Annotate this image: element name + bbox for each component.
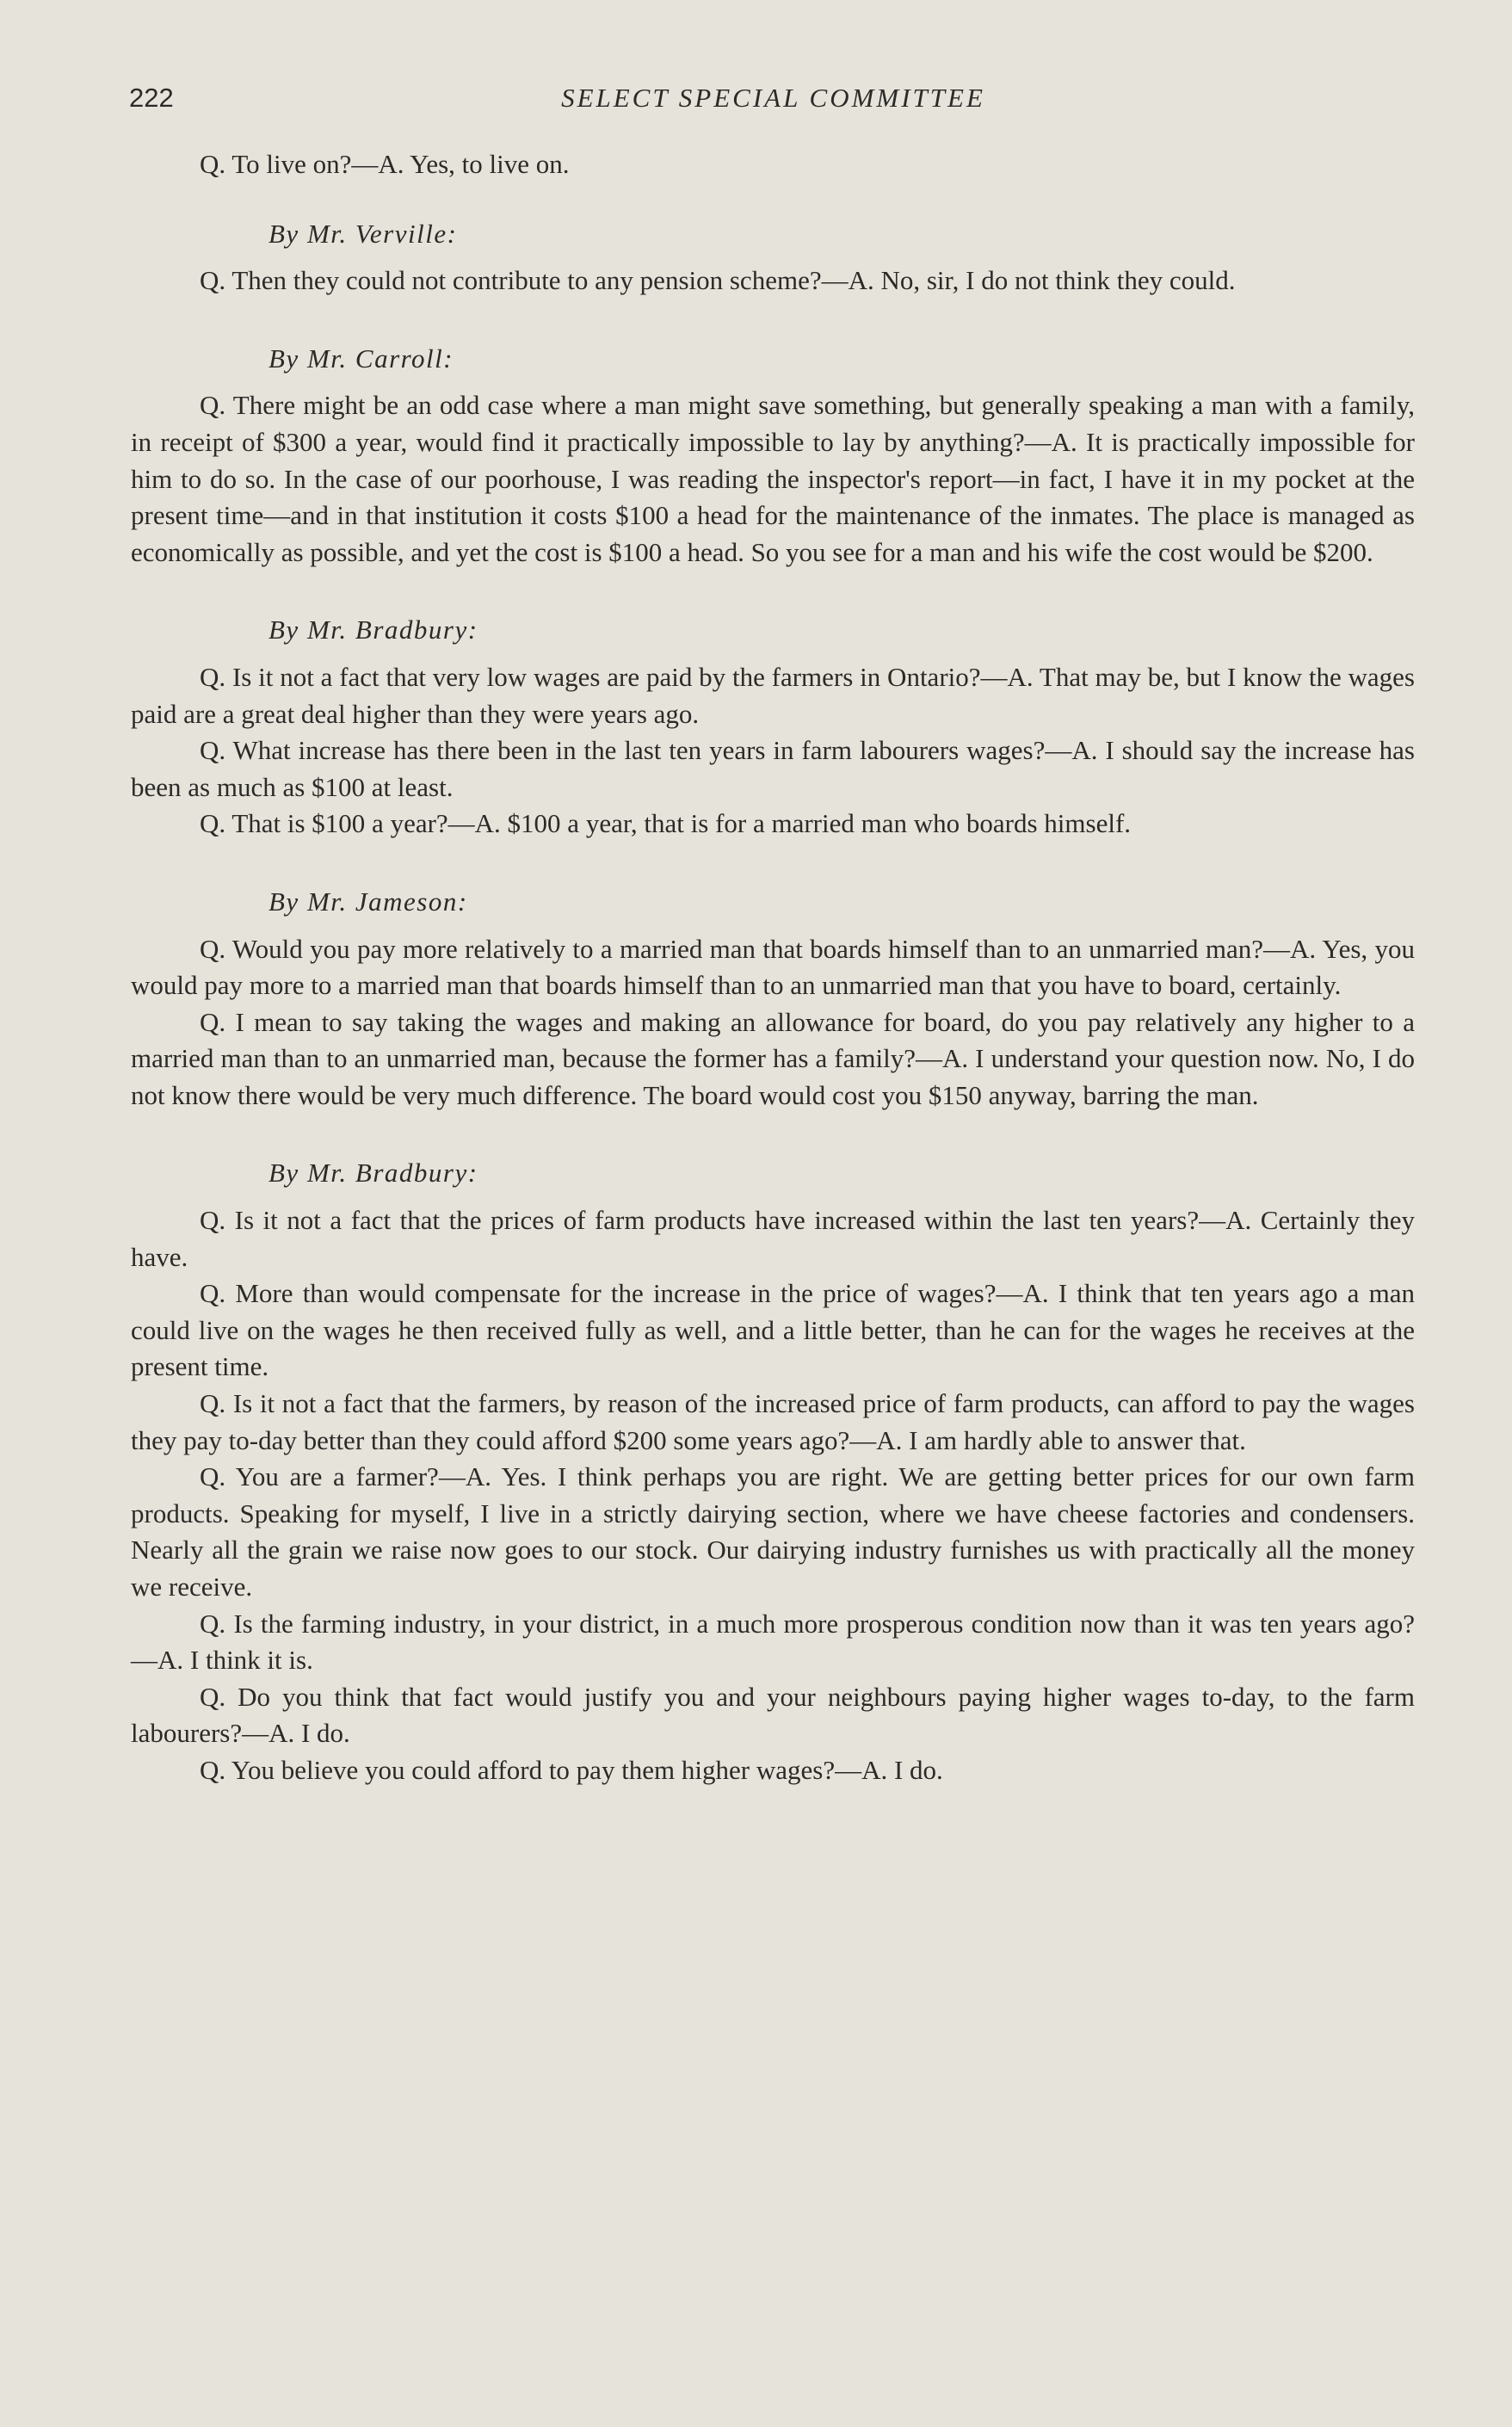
running-head: SELECT SPECIAL COMMITTEE (561, 83, 985, 113)
question-answer: Q. Is it not a fact that the farmers, by reason of the increased price of farm products, can afford to pay the wages they pay to-day better than they could afford $200 some years ago?—A. I am hardly able to answer that. (131, 1388, 1415, 1455)
speaker-heading: By Mr. Bradbury: (268, 614, 478, 645)
page-number: 222 (129, 83, 174, 113)
question-answer: Q. Is it not a fact that the prices of farm products have increased within the last ten years?—A. Certainly they have. (131, 1205, 1415, 1272)
question-answer: Q. More than would compensate for the increase in the price of wages?—A. I think that ten years ago a man could live on the wages he then received fully as well, and a little better, than he can for the wages he receives at the present time. (131, 1278, 1415, 1382)
question-answer: Q. Is the farming industry, in your district, in a much more prosperous condition now than it was ten years ago?—A. I think it is. (131, 1608, 1415, 1676)
document-body (131, 146, 1415, 1789)
question-answer: Q. You believe you could afford to pay them higher wages?—A. I do. (200, 1754, 943, 1785)
question-answer: Q. I mean to say taking the wages and making an allowance for board, do you pay relatively any higher to a married man than to an unmarried man, because the former has a family?—A. I understand your question now. No, I do not know there would be very much difference. The board would cost you $150 anyway, barring the man. (131, 1006, 1415, 1110)
question-answer: Q. That is $100 a year?—A. $100 a year, that is for a married man who boards himself. (200, 808, 1132, 839)
page-header (129, 83, 1417, 126)
question-answer: Q. Would you pay more relatively to a married man that boards himself than to an unmarried man?—A. Yes, you would pay more to a married man that boards himself than to an unmarried man that you have to board, certainly. (131, 933, 1415, 1001)
question-answer: Q. Then they could not contribute to any pension scheme?—A. No, sir, I do not think they could. (200, 265, 1236, 296)
question-answer: Q. What increase has there been in the last ten years in farm labourers wages?—A. I should say the increase has been as much as $100 at least. (131, 735, 1415, 802)
question-answer: Q. You are a farmer?—A. Yes. I think perhaps you are right. We are getting better prices for our own farm products. Speaking for myself, I live in a strictly dairying section, where we have cheese factories and condensers. Nearly all the grain we raise now goes to our stock. Our dairying industry furnishes us with practically all the money we receive. (131, 1461, 1415, 1602)
speaker-heading: By Mr. Jameson: (268, 886, 468, 917)
speaker-heading: By Mr. Carroll: (268, 343, 454, 374)
speaker-heading: By Mr. Bradbury: (268, 1158, 478, 1189)
question-answer: Q. There might be an odd case where a man might save something, but generally speaking a man with a family, in receipt of $300 a year, would find it practically impossible to lay by anything?—A. It is practically impossible for him to do so. In the case of our poorhouse, I was reading the inspector's report—in fact, I have it in my pocket at the present time—and in that institution it costs $100 a head for the maintenance of the inmates. The place is managed as economically as possible, and yet the cost is $100 a head. So you see for a man and his wife the cost would be $200. (131, 390, 1415, 567)
question-answer: Q. To live on?—A. Yes, to live on. (200, 149, 570, 179)
speaker-heading: By Mr. Verville: (268, 218, 458, 249)
question-answer: Q. Is it not a fact that very low wages are paid by the farmers in Ontario?—A. That may be, but I know the wages paid are a great deal higher than they were years ago. (131, 661, 1415, 729)
question-answer: Q. Do you think that fact would justify you and your neighbours paying higher wages to-day, to the farm labourers?—A. I do. (131, 1681, 1415, 1749)
